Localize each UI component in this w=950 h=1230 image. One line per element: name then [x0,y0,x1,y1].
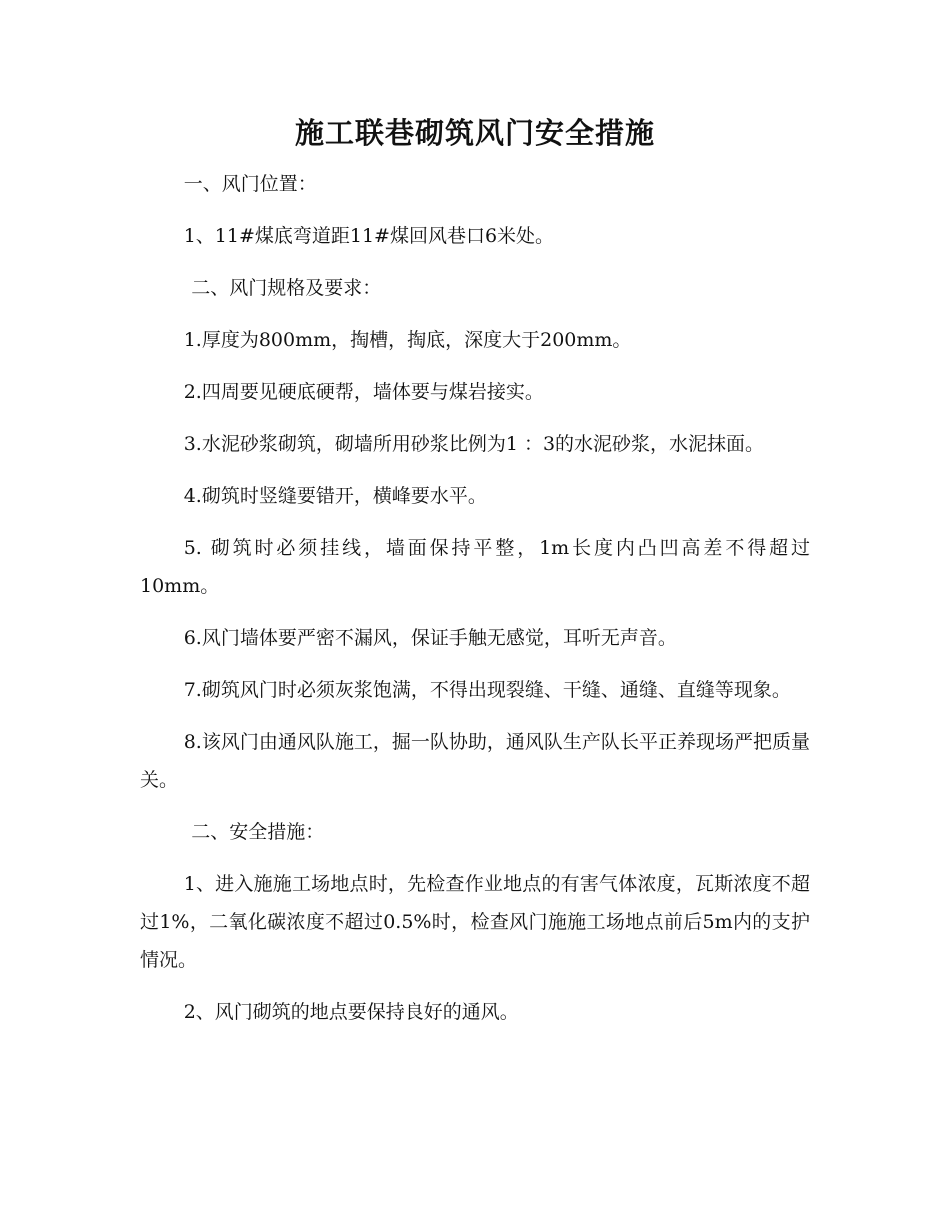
paragraph-spec-6: 6.风门墙体要严密不漏风，保证手触无感觉，耳听无声音。 [183,627,677,649]
paragraph-location: 1、11#煤底弯道距11#煤回风巷口6米处。 [183,225,555,247]
paragraph-spec-1: 1.厚度为800mm，掏槽，掏底，深度大于200mm。 [183,329,632,351]
section-heading-specs: 二、风门规格及要求： [191,277,382,299]
paragraph-spec-2: 2.四周要见硬底硬帮，墙体要与煤岩接实。 [183,381,544,403]
paragraph-spec-4: 4.砌筑时竖缝要错开，横峰要水平。 [183,485,487,507]
paragraph-safety-2: 2、风门砌筑的地点要保持良好的通风。 [183,1001,519,1023]
paragraph-spec-8: 8.该风门由通风队施工，掘一队协助，通风队生产队长平正养现场严把质量关。 [140,731,810,791]
document-title: 施工联巷砌筑风门安全措施 [294,116,655,150]
paragraph-spec-7: 7.砌筑风门时必须灰浆饱满，不得出现裂缝、干缝、通缝、直缝等现象。 [183,679,791,701]
paragraph-spec-5: 5. 砌筑时必须挂线，墙面保持平整，1m长度内凸凹高差不得超过10mm。 [140,537,810,597]
section-heading-location: 一、风门位置： [183,173,317,195]
paragraph-safety-1: 1、进入施施工场地点时，先检查作业地点的有害气体浓度，瓦斯浓度不超过1%，二氧化碳浓度不超过0.5%时，检查风门施施工场地点前后5m内的支护情况。 [140,873,810,971]
document-body [140,165,810,1045]
paragraph-spec-3: 3.水泥砂浆砌筑，砌墙所用砂浆比例为1 ：3的水泥砂浆，水泥抹面。 [183,433,765,455]
section-heading-safety: 二、安全措施： [191,821,325,843]
